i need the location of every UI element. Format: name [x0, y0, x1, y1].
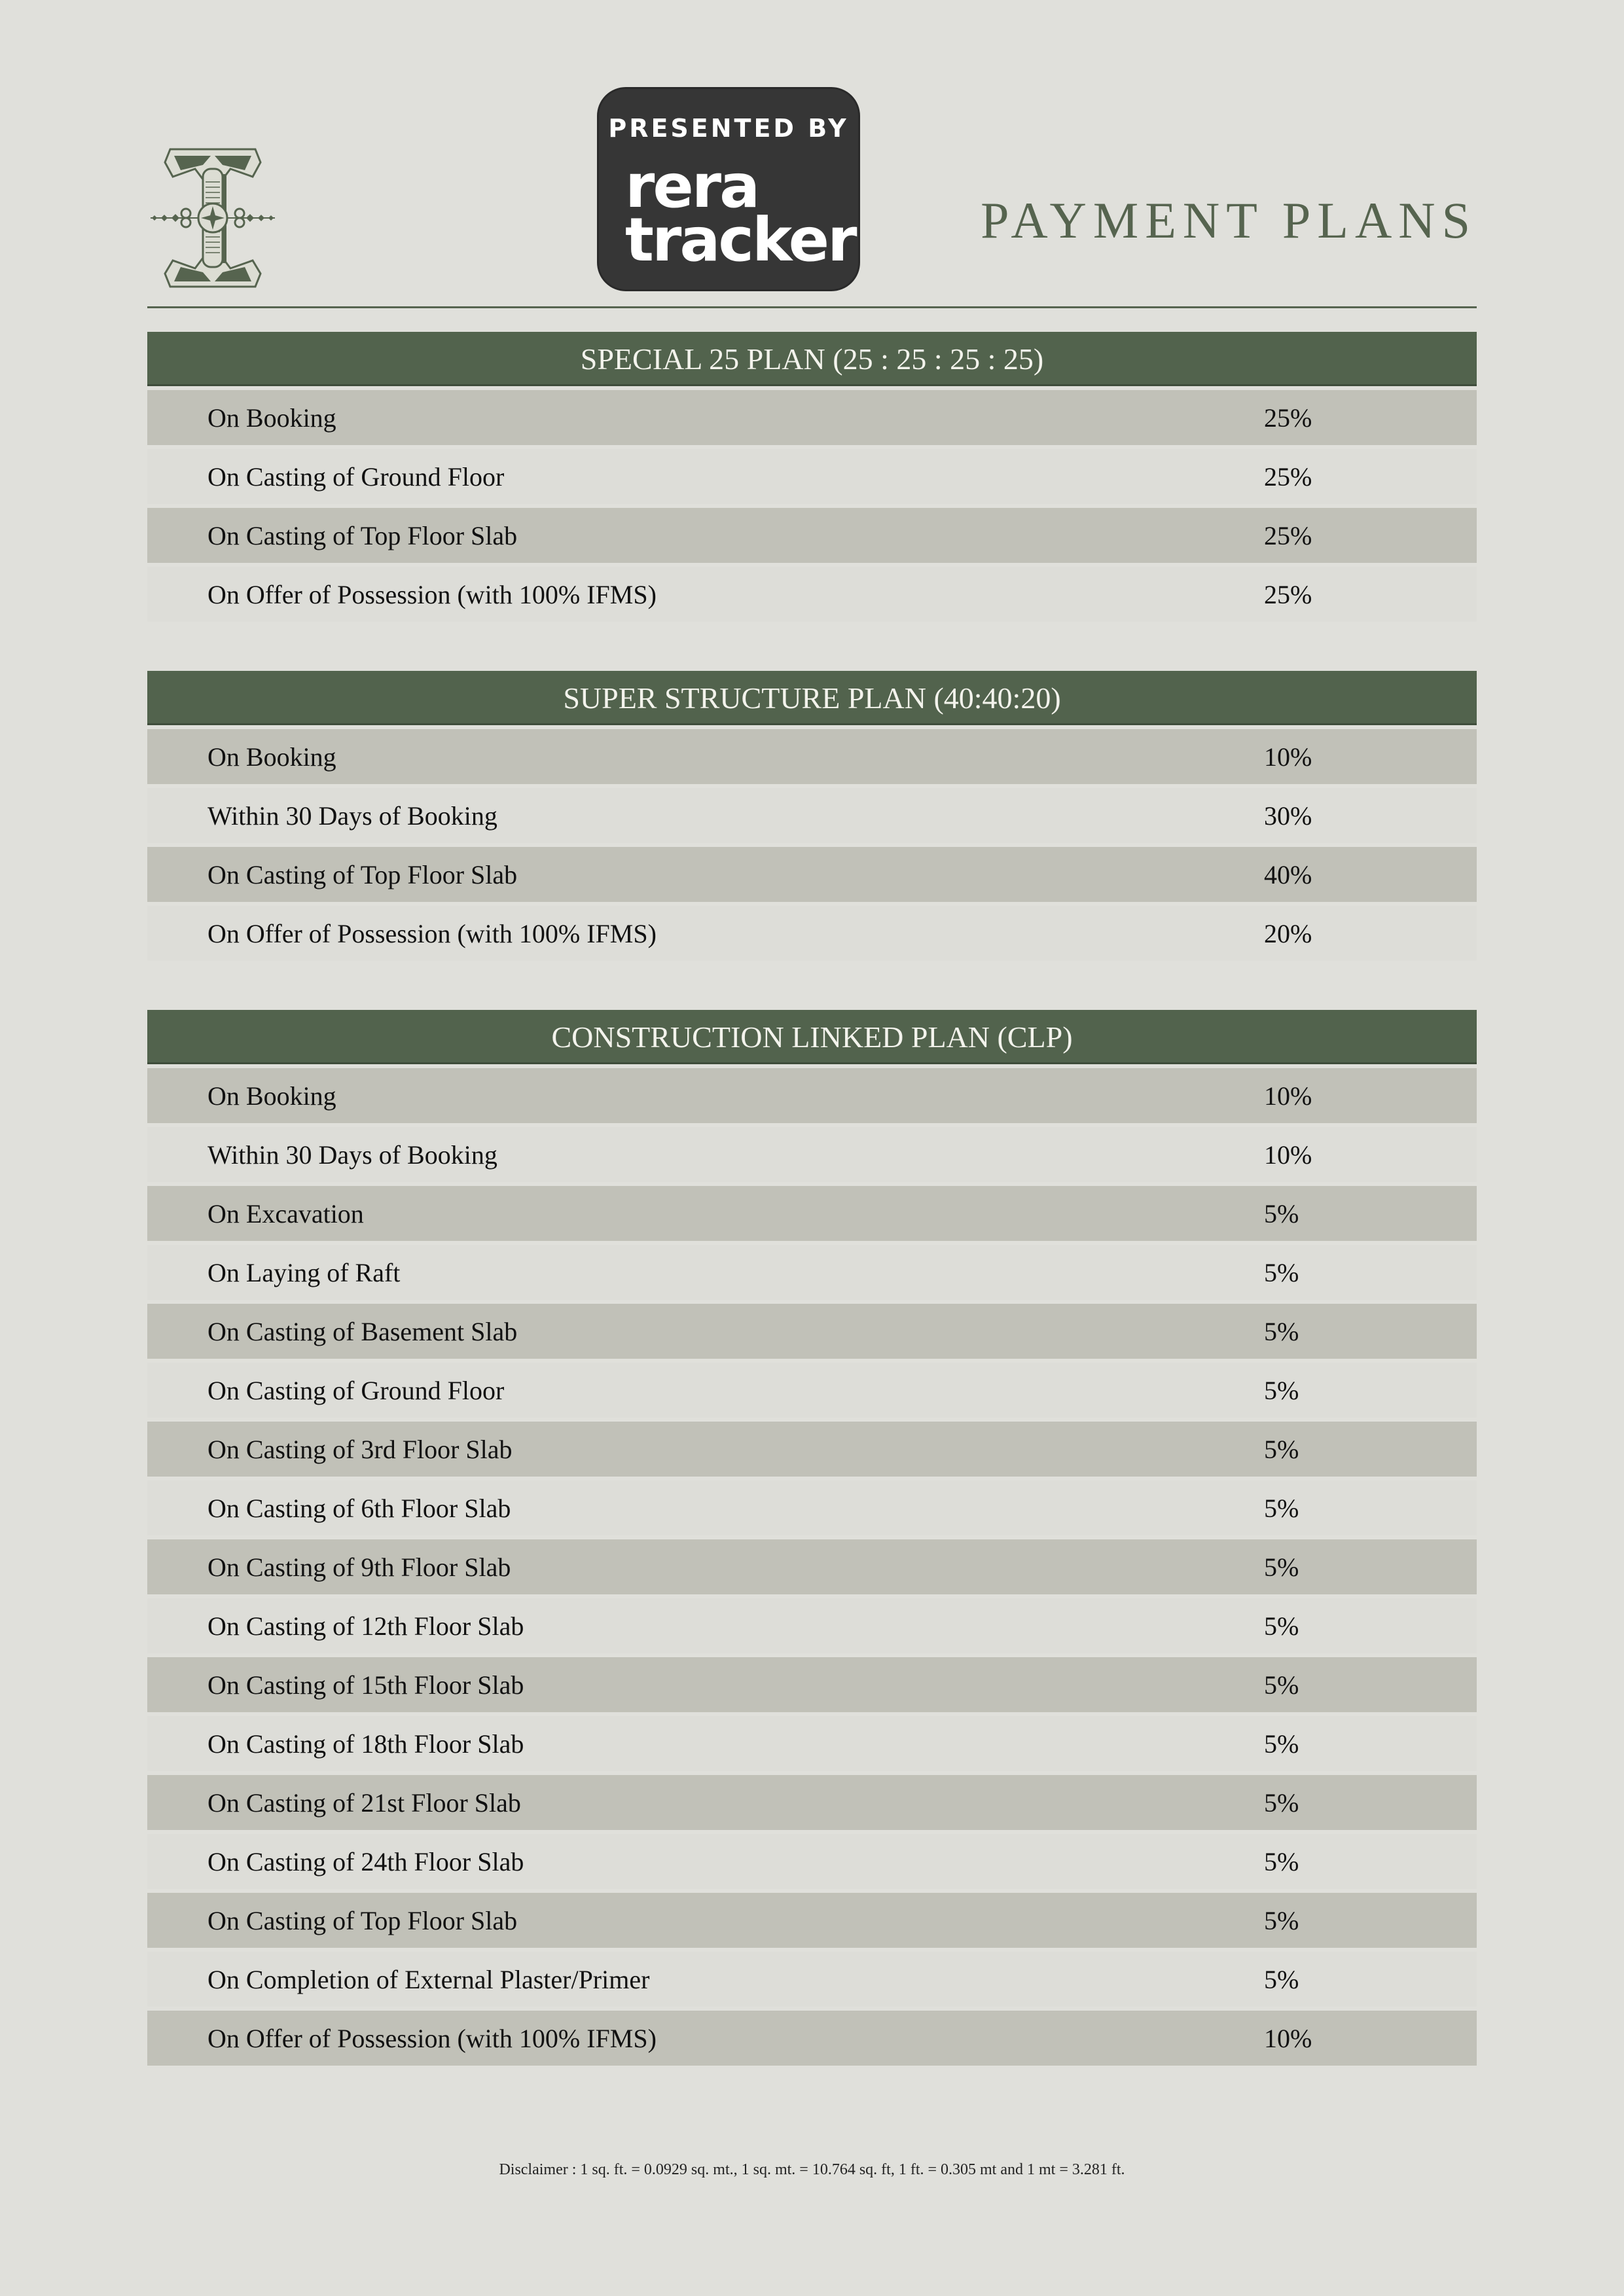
- table-row: [147, 449, 1477, 504]
- payment-percent: 5%: [1264, 1493, 1299, 1523]
- payment-stage: On Offer of Possession (with 100% IFMS): [208, 918, 657, 948]
- page-title: PAYMENT PLANS: [981, 192, 1477, 249]
- table-row: [147, 390, 1477, 445]
- table-row: [147, 1952, 1477, 2007]
- payment-percent: 5%: [1264, 1787, 1299, 1818]
- payment-stage: On Booking: [208, 403, 336, 433]
- plan-title: SUPER STRUCTURE PLAN (40:40:20): [147, 671, 1477, 725]
- table-row: [147, 1716, 1477, 1771]
- table-row: [147, 729, 1477, 784]
- table-row: [147, 1539, 1477, 1594]
- table-row: [147, 508, 1477, 563]
- table-row: [147, 1834, 1477, 1889]
- table-row: [147, 1186, 1477, 1241]
- disclaimer-text: Disclaimer : 1 sq. ft. = 0.0929 sq. mt., 1 sq. mt. = 10.764 sq. ft, 1 ft. = 0.305 mt and 1 mt = 3.281 ft.: [499, 2161, 1125, 2178]
- payment-percent: 5%: [1264, 1670, 1299, 1700]
- payment-percent: 5%: [1264, 1905, 1299, 1935]
- plan-table-special-25: [147, 332, 1477, 622]
- payment-stage: On Casting of Basement Slab: [208, 1316, 518, 1346]
- plan-title: CONSTRUCTION LINKED PLAN (CLP): [147, 1010, 1477, 1064]
- monogram-logo-icon: [145, 143, 280, 293]
- table-row: [147, 1480, 1477, 1535]
- presented-by-label: PRESENTED BY: [608, 114, 849, 143]
- table-row: [147, 1363, 1477, 1418]
- table-row: [147, 1657, 1477, 1712]
- payment-percent: 25%: [1264, 461, 1312, 492]
- payment-stage: On Casting of 18th Floor Slab: [208, 1729, 524, 1759]
- payment-stage: On Casting of 21st Floor Slab: [208, 1787, 521, 1818]
- payment-stage: On Booking: [208, 1081, 336, 1111]
- table-row: [147, 788, 1477, 843]
- plan-table-super-structure: [147, 671, 1477, 961]
- table-row: [147, 567, 1477, 622]
- payment-stage: On Offer of Possession (with 100% IFMS): [208, 579, 657, 609]
- payment-stage: On Casting of 3rd Floor Slab: [208, 1434, 513, 1464]
- table-row: [147, 1245, 1477, 1300]
- table-row: [147, 1775, 1477, 1830]
- payment-percent: 5%: [1264, 1552, 1299, 1582]
- payment-stage: On Casting of Top Floor Slab: [208, 520, 518, 550]
- table-row: [147, 1068, 1477, 1123]
- payment-stage: On Casting of Ground Floor: [208, 461, 505, 492]
- table-row: [147, 1127, 1477, 1182]
- plan-table-construction-linked: [147, 1010, 1477, 2066]
- payment-stage: On Casting of Top Floor Slab: [208, 1905, 518, 1935]
- payment-stage: On Offer of Possession (with 100% IFMS): [208, 2023, 657, 2053]
- payment-stage: On Casting of Top Floor Slab: [208, 859, 518, 889]
- payment-percent: 30%: [1264, 800, 1312, 831]
- payment-percent: 5%: [1264, 1729, 1299, 1759]
- table-row: [147, 1893, 1477, 1948]
- payment-stage: On Casting of 24th Floor Slab: [208, 1846, 524, 1876]
- plan-title: SPECIAL 25 PLAN (25 : 25 : 25 : 25): [147, 332, 1477, 386]
- table-row: [147, 1598, 1477, 1653]
- payment-stage: Within 30 Days of Booking: [208, 800, 497, 831]
- payment-percent: 5%: [1264, 1257, 1299, 1287]
- brand-line-1: rera: [625, 151, 759, 221]
- payment-percent: 10%: [1264, 1139, 1312, 1170]
- payment-stage: On Excavation: [208, 1198, 364, 1229]
- payment-percent: 5%: [1264, 1964, 1299, 1994]
- payment-percent: 5%: [1264, 1846, 1299, 1876]
- payment-stage: On Laying of Raft: [208, 1257, 401, 1287]
- table-row: [147, 1304, 1477, 1359]
- payment-percent: 40%: [1264, 859, 1312, 889]
- payment-percent: 25%: [1264, 579, 1312, 609]
- presented-by-badge: [597, 87, 860, 291]
- brand-line-2: tracker: [625, 205, 856, 275]
- table-row: [147, 2011, 1477, 2066]
- payment-stage: On Casting of 12th Floor Slab: [208, 1611, 524, 1641]
- payment-percent: 5%: [1264, 1611, 1299, 1641]
- brand-logo-text: [625, 151, 856, 275]
- payment-stage: On Casting of 15th Floor Slab: [208, 1670, 524, 1700]
- payment-percent: 5%: [1264, 1375, 1299, 1405]
- payment-percent: 10%: [1264, 1081, 1312, 1111]
- table-row: [147, 1422, 1477, 1477]
- payment-stage: Within 30 Days of Booking: [208, 1139, 497, 1170]
- payment-stage: On Booking: [208, 742, 336, 772]
- header-divider: [147, 306, 1477, 308]
- payment-percent: 5%: [1264, 1434, 1299, 1464]
- payment-percent: 10%: [1264, 742, 1312, 772]
- table-row: [147, 906, 1477, 961]
- payment-stage: On Casting of 9th Floor Slab: [208, 1552, 511, 1582]
- payment-percent: 5%: [1264, 1198, 1299, 1229]
- payment-percent: 20%: [1264, 918, 1312, 948]
- payment-percent: 10%: [1264, 2023, 1312, 2053]
- payment-percent: 5%: [1264, 1316, 1299, 1346]
- payment-stage: On Completion of External Plaster/Primer: [208, 1964, 650, 1994]
- payment-stage: On Casting of 6th Floor Slab: [208, 1493, 511, 1523]
- payment-percent: 25%: [1264, 403, 1312, 433]
- payment-percent: 25%: [1264, 520, 1312, 550]
- payment-stage: On Casting of Ground Floor: [208, 1375, 505, 1405]
- table-row: [147, 847, 1477, 902]
